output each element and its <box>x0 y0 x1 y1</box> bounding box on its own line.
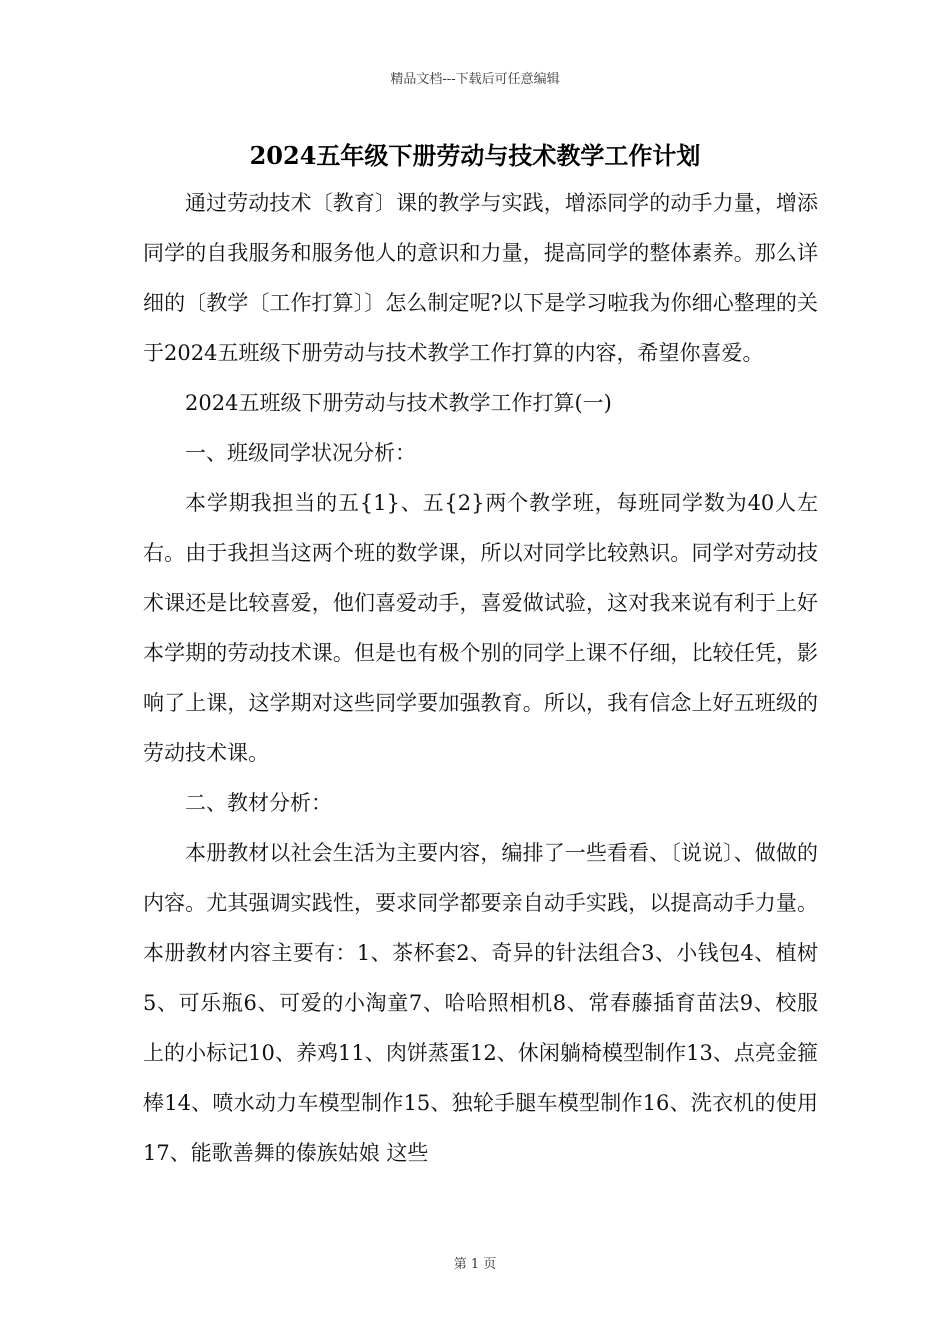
document-title: 2024五年级下册劳动与技术教学工作计划 <box>249 141 701 170</box>
section-heading-class-analysis: 一、班级同学状况分析： <box>185 441 416 465</box>
textbook-analysis-paragraph: 本册教材以社会生活为主要内容，编排了一些看看、〔说说〕、做做的内容。尤其强调实践性，要求同学都要亲自动手实践，以提高动手力量。本册教材内容主要有：1、茶杯套2、奇异的针法组合3、小钱包4、植树5、可乐瓶6、可爱的小淘童7、哈哈照相机8、常春藤插育苗法9、校服上的小标记10、养鸡11、肉饼蒸蛋12、休闲躺椅模型制作13、点亮金箍棒14、喷水动力车模型制作15、独轮手腿车模型制作16、洗衣机的使用17、能歌善舞的傣族姑娘 这些 <box>143 841 818 1165</box>
plan-heading: 2024五班级下册劳动与技术教学工作打算(一) <box>185 391 612 415</box>
page-number: 第 1 页 <box>453 1257 497 1272</box>
section-heading-textbook-analysis: 二、教材分析： <box>185 791 332 815</box>
document-body <box>143 178 818 1178</box>
page-header: 精品文档---下载后可任意编辑 <box>390 72 560 87</box>
intro-paragraph: 通过劳动技术〔教育〕课的教学与实践，增添同学的动手力量，增添同学的自我服务和服务他人的意识和力量，提高同学的整体素养。那么详细的〔教学〔工作打算〕〕怎么制定呢?以下是学习啦我为你细心整理的关于2024五班级下册劳动与技术教学工作打算的内容，希望你喜爱。 <box>143 191 818 365</box>
class-analysis-paragraph: 本学期我担当的五{1}、五{2}两个教学班，每班同学数为40人左右。由于我担当这两个班的数学课，所以对同学比较熟识。同学对劳动技术课还是比较喜爱，他们喜爱动手，喜爱做试验，这对我来说有利于上好本学期的劳动技术课。但是也有极个别的同学上课不仔细，比较任凭，影响了上课，这学期对这些同学要加强教育。所以，我有信念上好五班级的劳动技术课。 <box>143 491 818 765</box>
